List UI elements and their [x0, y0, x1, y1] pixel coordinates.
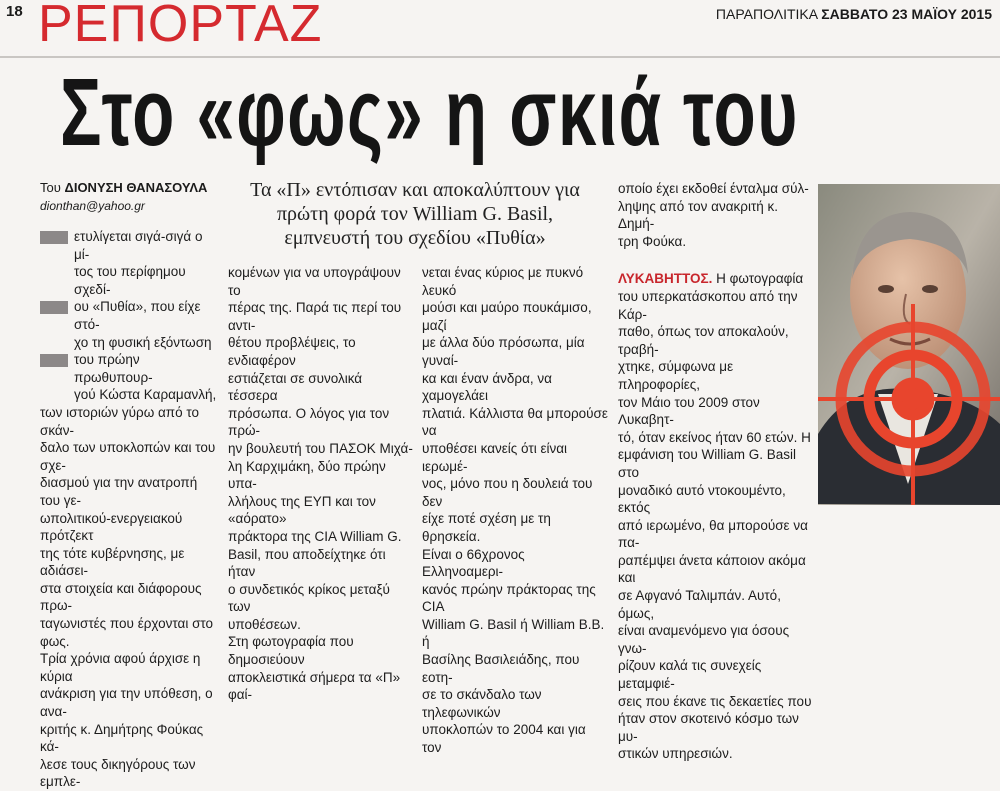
byline-author: ΔΙΟΝΥΣΗ ΘΑΝΑΣΟΥΛΑ [64, 180, 208, 195]
page-number: 18 [6, 3, 23, 20]
text-line: ληψης από τον ανακριτή κ. Δημή- [618, 198, 779, 232]
text-line: ήταν στον σκοτεινό κόσμο των μυ- [618, 711, 799, 744]
text-line: ραπέμψει άνετα κάποιον ακόμα και [618, 552, 806, 586]
article-column-1 [40, 228, 220, 791]
text-line: William G. Basil ή William B.B. ή [422, 616, 605, 650]
text-line: πράκτορα της CIA William G. [228, 528, 402, 544]
text-line: θέτου προβλέψεις, το ενδιαφέρον [228, 335, 356, 368]
dropcap-block [40, 301, 68, 314]
text-line: σε το σκάνδαλο των τηλεφωνικών [422, 687, 542, 720]
text-line: χτηκε, σύμφωνα με πληροφορίες, [618, 359, 734, 392]
text-line: στα στοιχεία και διάφορους πρω- [40, 580, 202, 614]
spacer [618, 250, 814, 270]
text-line: ο συνδετικός κρίκος μεταξύ των [228, 581, 390, 615]
text-line: τό, όταν εκείνος ήταν 60 ετών. Η [618, 429, 811, 445]
lead-paragraph: Τα «Π» εντόπισαν και αποκαλύπτουν για πρώτη φορά τον William G. Basil, εμπνευστή του σχεδίου «Πυθία» [250, 179, 580, 249]
text-line: οποίο έχει εκδοθεί ένταλμα σύλ- [618, 181, 809, 196]
text-line: υποθέσεων. [228, 616, 301, 632]
section-title: ΡΕΠΟΡΤΑΖ [38, 0, 323, 53]
text-line: λλήλους της ΕΥΠ και τον «αόρατο» [228, 493, 376, 527]
text-line: πέρας της. Παρά τις περί του αντι- [228, 300, 402, 333]
portrait-photo [818, 184, 1000, 505]
text-line: Τρία χρόνια αφού άρχισε η κύρια [40, 651, 201, 684]
text-line: ταγωνιστές που έρχονται στο φως. [40, 616, 214, 649]
dropcap-block [40, 231, 68, 244]
masthead [716, 6, 992, 22]
text-line: της τότε κυβέρνησης, με αδιάσει- [40, 545, 185, 579]
article-column-2 [228, 264, 414, 704]
text-line: χο τη φυσική εξόντωση [74, 334, 212, 350]
text-line: πρόσωπα. Ο λόγος για τον πρώ- [228, 405, 390, 439]
portrait-illustration [818, 184, 1000, 505]
text-line: κριτής κ. Δημήτρης Φούκας κά- [40, 721, 204, 755]
text-line: γού Κώστα Καραμανλή, [74, 387, 217, 403]
text-line: υποθέσει κανείς ότι είναι ιερωμέ- [422, 440, 568, 474]
text-line: ρίζουν καλά τις συνεχείς μεταμφιέ- [618, 658, 762, 692]
text-line: Basil, που αποδείχτηκε ότι ήταν [228, 546, 386, 580]
text-line: πλατιά. Κάλλιστα θα μπορούσε να [422, 405, 608, 439]
byline-prefix: Του [40, 180, 61, 195]
text-line: Είναι ο 66χρονος Ελληνοαμερι- [422, 546, 525, 580]
issue-date: ΣΑΒΒΑΤΟ 23 ΜΑΪΟΥ 2015 [821, 6, 992, 22]
text-line: σεις που έκανε τις δεκαετίες που [618, 693, 812, 709]
text-line: δαλο των υποκλοπών και του σχε- [40, 440, 216, 473]
text-line: Βασίλης Βασιλειάδης, που εοτη- [422, 652, 580, 685]
text-line: ωπολιτικού-ενεργειακού πρότζεκτ [40, 510, 183, 544]
article-column-4 [618, 180, 814, 763]
text-line: στικών υπηρεσιών. [618, 746, 733, 762]
text-line: τος του περίφημου σχεδί- [74, 264, 186, 297]
text-line: είχε ποτέ σχέση με τη θρησκεία. [422, 511, 551, 544]
text-line: λη Καρχιμάκη, δύο πρώην υπα- [228, 458, 386, 492]
text-line: του πρώην πρωθυπουρ- [40, 351, 220, 386]
text-line: κανός πρώην πράκτορας της CIA [422, 581, 596, 615]
author-email[interactable]: dionthan@yahoo.gr [40, 199, 145, 213]
text-line: τον Μάιο του 2009 στον Λυκαβητ- [618, 394, 760, 428]
text-line: Στη φωτογραφία που δημοσιεύουν [228, 634, 354, 668]
text-line: ΛΥΚΑΒΗΤΤΟΣ. Η φωτογραφία [618, 271, 804, 287]
dropcap-block [40, 354, 68, 367]
text-line: αποκλειστικά σήμερα τα «Π» φαί- [228, 669, 401, 703]
headline: Στο «φως» η σκιά του [60, 59, 799, 166]
text-line: είναι αναμενόμενο για όσους γνω- [618, 623, 790, 656]
text-line: διασμού για την ανατροπή του γε- [40, 475, 198, 508]
text-line: ου «Πυθία», που είχε στό- [40, 298, 220, 333]
text-line: τρη Φούκα. [618, 233, 687, 249]
text-line: εστιάζεται σε συνολικά τέσσερα [228, 370, 363, 404]
text-line: λεσε τους δικηγόρους των εμπλε- [40, 756, 196, 790]
text-line: νος, μόνο που η δουλειά του δεν [422, 476, 593, 509]
text-line: μοναδικό αυτό ντοκουμέντο, εκτός [618, 482, 786, 516]
text-line: εμφάνιση του William G. Basil στο [618, 447, 796, 480]
text-line: υποκλοπών το 2004 και για τον [422, 722, 586, 756]
text-line: μούσι και μαύρο πουκάμισο, μαζί [422, 300, 592, 333]
text-line: ην βουλευτή του ΠΑΣΟΚ Μιχά- [228, 440, 413, 456]
article-column-3 [422, 264, 608, 757]
text-line: κα και έναν άνδρα, να χαμογελάει [422, 370, 552, 404]
publication-name: ΠΑΡΑΠΟΛΙΤΙΚΑ [715, 6, 818, 22]
text-line: ετυλίγεται σιγά-σιγά ο μί- [40, 228, 220, 263]
text-line: κομένων για να υπογράψουν το [228, 265, 401, 298]
text-line: σε Αφγανό Ταλιμπάν. Αυτό, όμως, [618, 588, 781, 621]
text-line: παθο, όπως τον αποκαλούν, τραβή- [618, 324, 789, 357]
byline [40, 180, 207, 195]
text-line: των ιστοριών γύρω από το σκάν- [40, 404, 200, 438]
text-line: με άλλα δύο πρόσωπα, μία γυναί- [422, 335, 585, 368]
text-line: από ιερωμένο, θα μπορούσε να πα- [618, 517, 808, 551]
text-line: του υπερκατάσκοπου από την Κάρ- [618, 288, 798, 322]
text-line: ανάκριση για την υπόθεση, ο ανα- [40, 686, 213, 720]
kicker: ΛΥΚΑΒΗΤΤΟΣ. [618, 271, 713, 287]
text-line: νεται ένας κύριος με πυκνό λευκό [422, 265, 584, 298]
